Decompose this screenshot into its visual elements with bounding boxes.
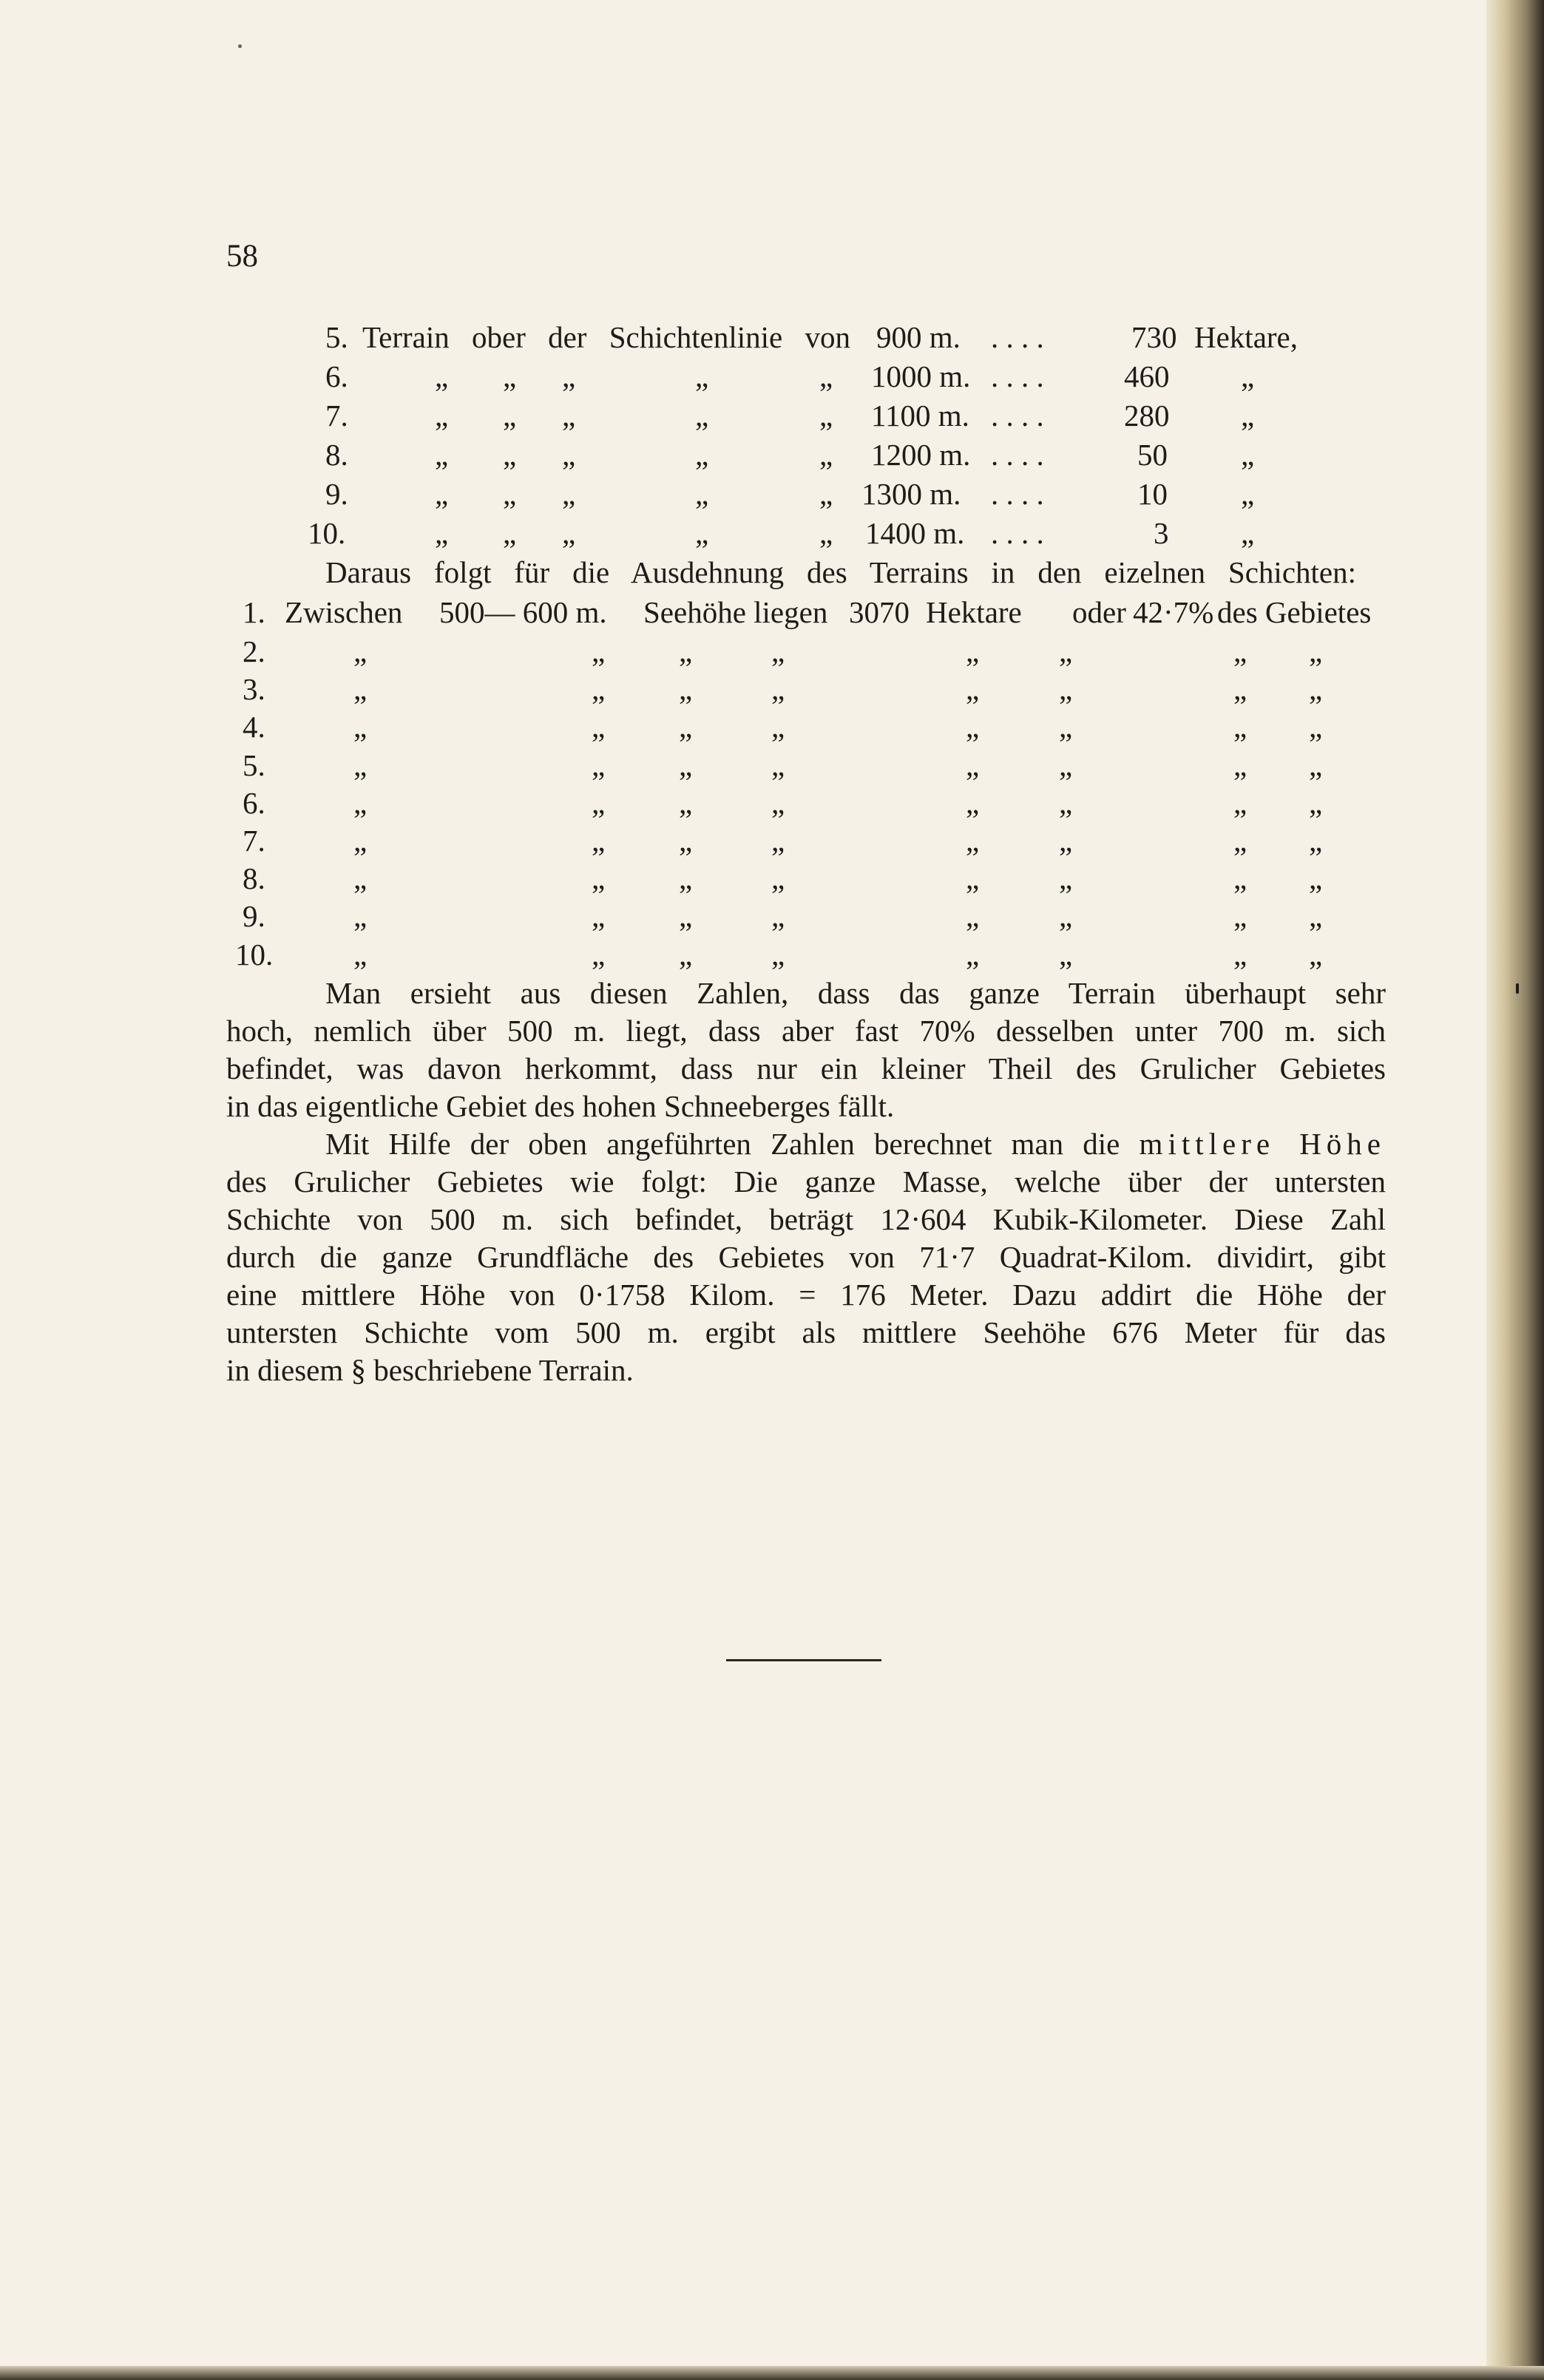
ditto-mark: „: [592, 672, 606, 706]
ditto-mark: „: [695, 438, 709, 472]
ditto-mark: „: [562, 477, 576, 511]
leader-dots: . . . .: [991, 438, 1044, 472]
ditto-mark: „: [771, 634, 785, 668]
ditto-mark: „: [1233, 861, 1247, 895]
ditto-mark: „: [679, 899, 693, 933]
ditto-mark: „: [819, 516, 833, 550]
ditto-mark: „: [819, 477, 833, 511]
ditto-mark: „: [435, 359, 449, 393]
ditto-mark: „: [562, 516, 576, 550]
ditto-mark: „: [1233, 899, 1247, 933]
row-number: 7.: [243, 824, 265, 858]
row-unit: Hektare: [926, 595, 1022, 629]
text-line: befindet, was davon herkommt, dass nur ein kleiner Theil des Grulicher Gebietes: [226, 1051, 1386, 1085]
ditto-mark: „: [966, 786, 980, 820]
unit: Hektare,: [1194, 320, 1298, 354]
ditto-mark: „: [966, 748, 980, 782]
intro-line: Daraus folgt für die Ausdehnung des Terrains in den eizelnen Schichten:: [325, 555, 1356, 589]
ditto-mark: „: [966, 824, 980, 858]
ditto-mark: „: [1059, 634, 1073, 668]
area-value: 460: [1124, 359, 1170, 393]
ditto-mark: „: [1309, 824, 1323, 858]
ditto-mark: „: [592, 710, 606, 744]
ditto-mark: „: [679, 748, 693, 782]
ditto-mark: „: [1233, 824, 1247, 858]
altitude: 1000 m.: [871, 359, 971, 393]
row-phrase: Seehöhe liegen: [643, 595, 828, 629]
text-run: Mit Hilfe der oben angeführten Zahlen berechnet man die: [325, 1127, 1120, 1161]
ditto-mark: „: [435, 516, 449, 550]
paper-speck: [238, 44, 242, 48]
ditto-mark: „: [1309, 861, 1323, 895]
text-line: Man ersieht aus diesen Zahlen, dass das ganze Terrain überhaupt sehr: [325, 976, 1386, 1010]
row-number: 4.: [243, 710, 265, 744]
unit: „: [1241, 516, 1255, 550]
unit: „: [1241, 477, 1255, 511]
text-line: des Grulicher Gebietes wie folgt: Die ganze Masse, welche über der untersten: [226, 1164, 1386, 1199]
percent-value: 42·7%: [1133, 595, 1214, 629]
row-number: 9.: [325, 477, 348, 511]
leader-dots: . . . .: [991, 477, 1044, 511]
ditto-mark: „: [562, 438, 576, 472]
ditto-mark: „: [819, 359, 833, 393]
ditto-mark: „: [771, 748, 785, 782]
ditto-mark: „: [503, 359, 517, 393]
altitude: 1100 m.: [871, 399, 969, 433]
row-number: 10.: [235, 938, 274, 972]
ditto-mark: „: [819, 438, 833, 472]
row-number: 1.: [243, 595, 265, 629]
ditto-mark: „: [1233, 748, 1247, 782]
text-line: hoch, nemlich über 500 m. liegt, dass aber fast 70% desselben unter 700 m. sich: [226, 1014, 1386, 1048]
ditto-mark: „: [1059, 710, 1073, 744]
altitude-range: 500— 600 m.: [439, 595, 607, 629]
ditto-mark: „: [592, 899, 606, 933]
altitude: 1200 m.: [871, 438, 971, 472]
ditto-mark: „: [771, 861, 785, 895]
ditto-mark: „: [1059, 748, 1073, 782]
leader-dots: . . . .: [991, 359, 1044, 393]
ditto-mark: „: [1059, 786, 1073, 820]
ditto-mark: „: [966, 938, 980, 972]
ditto-mark: „: [353, 861, 368, 895]
ditto-mark: „: [592, 748, 606, 782]
ditto-mark: „: [592, 634, 606, 668]
unit: „: [1241, 399, 1255, 433]
ditto-mark: „: [1233, 786, 1247, 820]
ditto-mark: „: [695, 359, 709, 393]
ditto-mark: „: [592, 938, 606, 972]
ditto-mark: „: [679, 710, 693, 744]
page-number: 58: [226, 239, 258, 274]
ditto-mark: „: [1233, 672, 1247, 706]
ditto-mark: „: [353, 899, 368, 933]
unit: „: [1241, 359, 1255, 393]
leader-dots: . . . .: [991, 399, 1044, 433]
ditto-mark: „: [435, 438, 449, 472]
row-tail: des Gebietes: [1217, 595, 1372, 629]
area-value: 280: [1124, 399, 1170, 433]
ditto-mark: „: [1309, 634, 1323, 668]
ditto-mark: „: [353, 786, 368, 820]
row-number: 8.: [243, 861, 265, 895]
row-number: 5.: [325, 320, 348, 354]
ditto-mark: „: [1059, 672, 1073, 706]
section-end-rule: [726, 1659, 881, 1661]
ditto-mark: „: [695, 477, 709, 511]
ditto-mark: „: [679, 634, 693, 668]
ditto-mark: „: [435, 477, 449, 511]
ditto-mark: „: [1309, 938, 1323, 972]
row-text: Terrain ober der Schichtenlinie von: [362, 320, 850, 354]
book-spine-shadow: [1486, 0, 1544, 2380]
ditto-mark: „: [353, 938, 368, 972]
ditto-mark: „: [771, 672, 785, 706]
ditto-mark: „: [771, 938, 785, 972]
ditto-mark: „: [1233, 938, 1247, 972]
area-value: 3: [1154, 516, 1169, 550]
ditto-mark: „: [503, 399, 517, 433]
ditto-mark: „: [1309, 672, 1323, 706]
ditto-mark: „: [592, 786, 606, 820]
ditto-mark: „: [1059, 824, 1073, 858]
ditto-mark: „: [771, 710, 785, 744]
altitude: 1400 m.: [865, 516, 965, 550]
area-value: 50: [1137, 438, 1168, 472]
ditto-mark: „: [1233, 710, 1247, 744]
row-number: 9.: [243, 899, 265, 933]
ditto-mark: „: [353, 634, 368, 668]
row-number: 10.: [308, 516, 346, 550]
ditto-mark: „: [966, 899, 980, 933]
ditto-mark: „: [679, 824, 693, 858]
text-line: [226, 1125, 1386, 1163]
ditto-mark: „: [1309, 748, 1323, 782]
ditto-mark: „: [1309, 899, 1323, 933]
ditto-mark: „: [353, 748, 368, 782]
leader-dots: . . . .: [991, 320, 1044, 354]
ditto-mark: „: [1309, 786, 1323, 820]
row-number: 7.: [325, 399, 348, 433]
ditto-mark: „: [562, 399, 576, 433]
ditto-mark: „: [966, 710, 980, 744]
text-line: durch die ganze Grundfläche des Gebietes von 71·7 Quadrat-Kilom. dividirt, gibt: [226, 1240, 1386, 1274]
altitude: 900 m.: [876, 320, 961, 354]
ditto-mark: „: [503, 516, 517, 550]
ditto-mark: „: [1059, 899, 1073, 933]
row-number: 2.: [243, 634, 265, 668]
ditto-mark: „: [1059, 861, 1073, 895]
unit: „: [1241, 438, 1255, 472]
leader-dots: . . . .: [991, 516, 1044, 550]
ditto-mark: „: [966, 634, 980, 668]
ditto-mark: „: [592, 861, 606, 895]
row-word: oder: [1072, 595, 1126, 629]
row-number: 3.: [243, 672, 265, 706]
emphasized-term: mittlere Höhe: [1139, 1127, 1386, 1161]
row-number: 6.: [325, 359, 348, 393]
row-number: 6.: [243, 786, 265, 820]
text-line: eine mittlere Höhe von 0·1758 Kilom. = 176 Meter. Dazu addirt die Höhe der: [226, 1278, 1386, 1312]
ditto-mark: „: [1309, 710, 1323, 744]
ditto-mark: „: [1233, 634, 1247, 668]
row-word: Zwischen: [285, 595, 403, 629]
ditto-mark: „: [771, 786, 785, 820]
ditto-mark: „: [679, 938, 693, 972]
text-line: in diesem § beschriebene Terrain.: [226, 1353, 634, 1387]
ditto-mark: „: [503, 438, 517, 472]
text-line: untersten Schichte vom 500 m. ergibt als mittlere Seehöhe 676 Meter für das: [226, 1315, 1386, 1349]
ditto-mark: „: [435, 399, 449, 433]
ditto-mark: „: [353, 710, 368, 744]
ditto-mark: „: [1059, 938, 1073, 972]
row-number: 8.: [325, 438, 348, 472]
altitude: 1300 m.: [861, 477, 961, 511]
ditto-mark: „: [819, 399, 833, 433]
ditto-mark: „: [503, 477, 517, 511]
paragraph-2: [226, 1125, 1386, 1389]
ditto-mark: „: [695, 516, 709, 550]
page-bottom-edge: [0, 2366, 1544, 2380]
ditto-mark: „: [695, 399, 709, 433]
area-value: 10: [1137, 477, 1168, 511]
row-number: 5.: [243, 748, 265, 782]
ditto-mark: „: [966, 672, 980, 706]
ditto-mark: „: [679, 786, 693, 820]
ditto-mark: „: [353, 672, 368, 706]
area-value: 730: [1131, 320, 1177, 354]
ditto-mark: „: [771, 824, 785, 858]
text-line: in das eigentliche Gebiet des hohen Schneeberges fällt.: [226, 1089, 895, 1123]
ditto-mark: „: [353, 824, 368, 858]
ditto-mark: „: [771, 899, 785, 933]
paper-speck: [1516, 983, 1519, 994]
text-line: Schichte von 500 m. sich befindet, beträgt 12·604 Kubik-Kilometer. Diese Zahl: [226, 1202, 1386, 1236]
ditto-mark: „: [966, 861, 980, 895]
ditto-mark: „: [592, 824, 606, 858]
ditto-mark: „: [679, 672, 693, 706]
hectare-value: 3070: [849, 595, 910, 629]
paragraph-1: [226, 974, 1386, 1125]
ditto-mark: „: [679, 861, 693, 895]
ditto-mark: „: [562, 359, 576, 393]
